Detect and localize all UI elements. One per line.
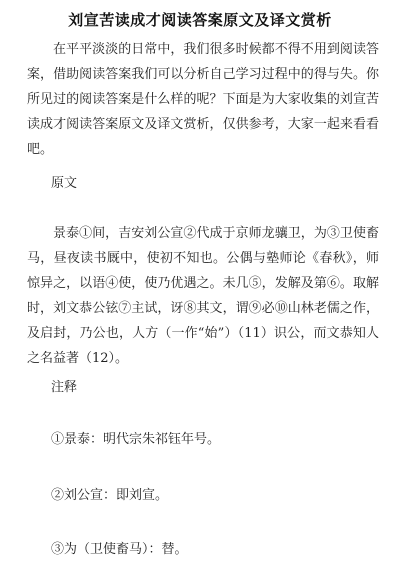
intro-paragraph: 在平平淡淡的日常中，我们很多时候都不得不用到阅读答案，借助阅读答案我们可以分析自己学习过程中的得与失。你所见过的阅读答案是什么样的呢？下面是为大家收集的刘宣苦读成才阅读答案原文及译文赏析，仅供参考，大家一起来看看吧。 (27, 42, 379, 157)
note-item: ②刘公宣：即刘宣。 (51, 488, 169, 503)
original-text-heading: 原文 (51, 176, 78, 191)
original-text-paragraph: 景泰①间，吉安刘公宣②代成于京师龙骧卫，为③卫使畜马，昼夜读书厩中，使初不知也。公偶与塾师论《春秋》，师惊异之，以语④使，使乃优遇之。未几⑤，发解及第⑥。取解时，刘文恭公铉⑦主试，讶⑧其文，谓⑨必⑩山林老儒之作，及启封，乃公也，人方（一作“始”）（11）识公，而文恭知人之名益著（12）。 (27, 226, 379, 366)
note-item: ①景泰：明代宗朱祁钰年号。 (51, 432, 221, 447)
notes-heading: 注释 (51, 380, 78, 395)
article-title: 刘宣苦读成才阅读答案原文及译文赏析 (68, 11, 332, 29)
note-item: ③为（卫使畜马）：替。 (51, 542, 188, 557)
